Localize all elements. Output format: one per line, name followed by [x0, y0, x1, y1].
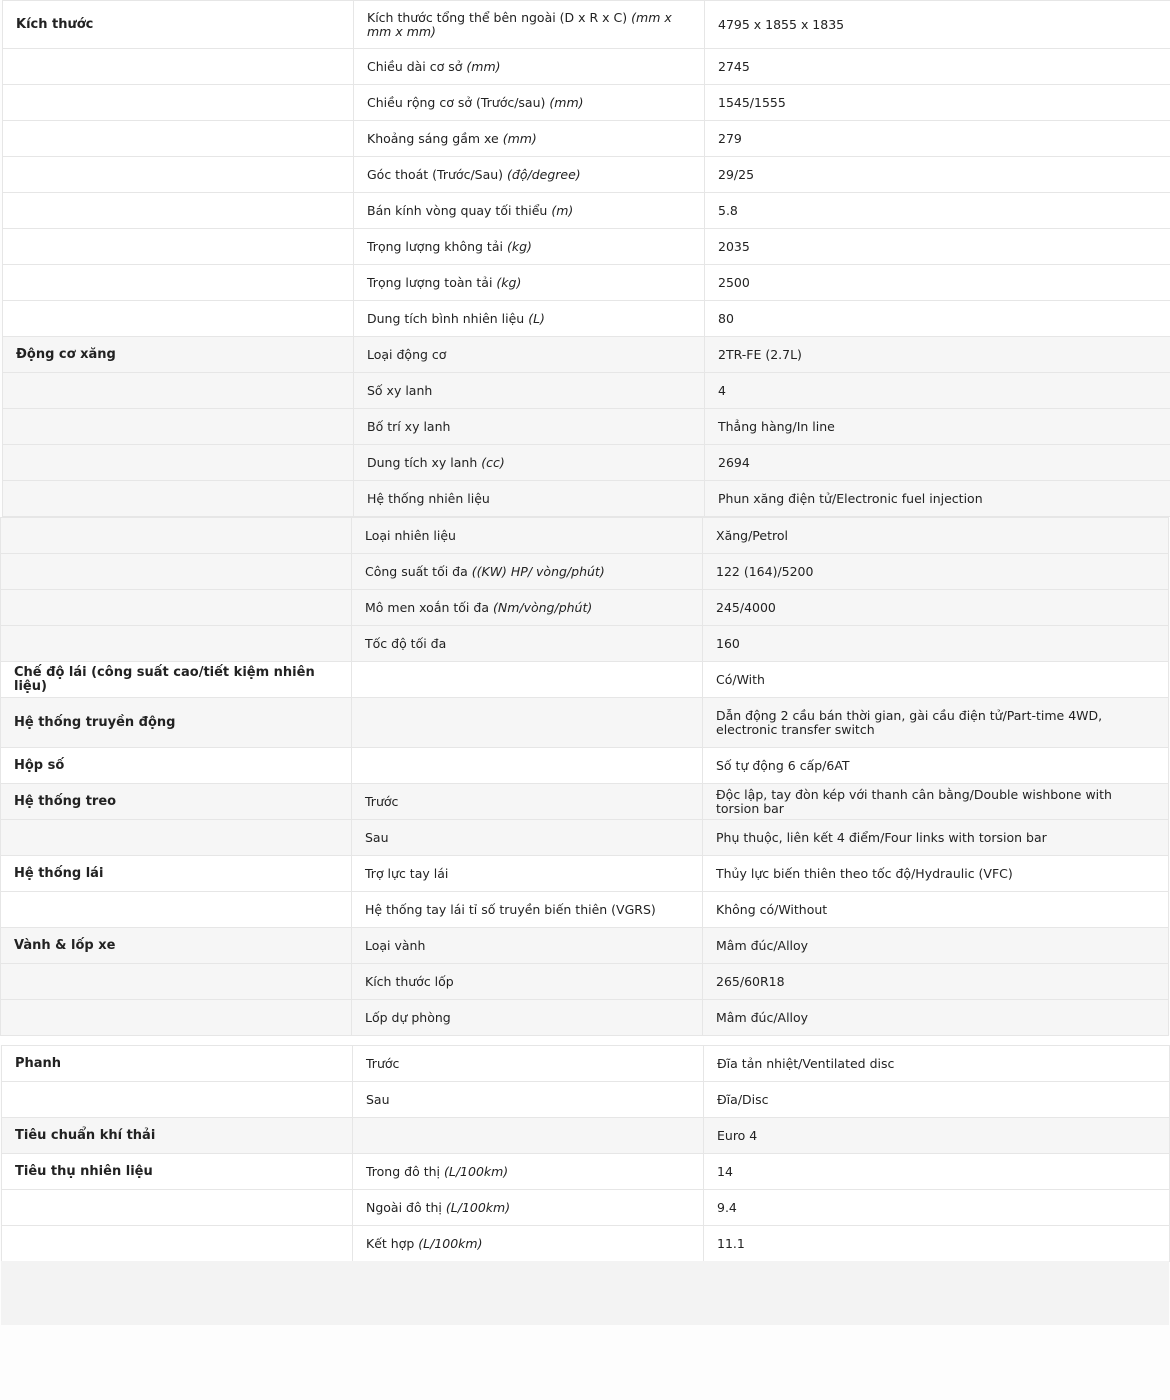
spec-row [1, 698, 1169, 748]
spec-row [3, 85, 1170, 121]
spec-group-label [1, 518, 352, 554]
spec-item-label [352, 784, 703, 820]
spec-row [1, 590, 1169, 626]
spec-value: Phun xăng điện tử/Electronic fuel injection [705, 481, 1170, 517]
spec-item-text: Sau [366, 1091, 390, 1107]
spec-value: 2TR-FE (2.7L) [705, 337, 1170, 373]
spec-group-label [3, 445, 354, 481]
spec-group-label: Phanh [2, 1046, 353, 1082]
spec-group-label [2, 1226, 353, 1262]
spec-group-label: Hệ thống truyền động [1, 698, 352, 748]
spec-value: Mâm đúc/Alloy [703, 1000, 1169, 1036]
spec-unit: (mm) [502, 130, 537, 146]
spec-row [1, 964, 1169, 1000]
spec-item-text: Kích thước lốp [365, 973, 454, 989]
spec-value: Không có/Without [703, 892, 1169, 928]
spec-row [1, 626, 1169, 662]
spec-row [2, 1154, 1170, 1190]
spec-row [3, 121, 1170, 157]
spec-item-label [353, 1046, 704, 1082]
spec-item-label [354, 193, 705, 229]
spec-row [1, 820, 1169, 856]
spec-item-text: Công suất tối đa [365, 563, 468, 579]
spec-group-label [1, 820, 352, 856]
spec-table-part-3 [1, 1045, 1170, 1262]
spec-item-label [354, 373, 705, 409]
spec-group-label [3, 49, 354, 85]
spec-row [3, 229, 1170, 265]
spec-item-text: Tốc độ tối đa [365, 635, 447, 651]
spec-item-label [354, 337, 705, 373]
spec-item-text: Số xy lanh [367, 382, 433, 398]
spec-row [1, 784, 1169, 820]
spec-item-text: Bố trí xy lanh [367, 418, 451, 434]
spec-item-text: Lốp dự phòng [365, 1009, 451, 1025]
spec-group-label [2, 1082, 353, 1118]
spec-item-label [352, 554, 703, 590]
spec-item-text: Loại động cơ [367, 346, 447, 362]
spec-value: Đĩa tản nhiệt/Ventilated disc [704, 1046, 1170, 1082]
spec-item-text: Kết hợp [366, 1235, 415, 1251]
spec-unit: (mm) [466, 58, 501, 74]
spec-item-text: Trước [365, 793, 399, 809]
spec-value: 29/25 [705, 157, 1170, 193]
spec-group-label [1, 892, 352, 928]
spec-item-label [353, 1226, 704, 1262]
spec-group-label [1, 964, 352, 1000]
spec-value: Xăng/Petrol [703, 518, 1169, 554]
spec-row [3, 409, 1170, 445]
spec-row [3, 337, 1170, 373]
spec-group-label: Chế độ lái (công suất cao/tiết kiệm nhiên liệu) [1, 662, 352, 698]
spec-item-text: Loại vành [365, 937, 426, 953]
spec-unit: (m) [551, 202, 574, 218]
spec-row [2, 1118, 1170, 1154]
spec-item-text: Dung tích bình nhiên liệu [367, 310, 525, 326]
spec-item-text: Mô men xoắn tối đa [365, 599, 489, 615]
spec-value: 5.8 [705, 193, 1170, 229]
spec-group-label [3, 85, 354, 121]
spec-value: 2035 [705, 229, 1170, 265]
spec-group-label: Động cơ xăng [3, 337, 354, 373]
spec-group-label [3, 301, 354, 337]
spec-item-text: Kích thước tổng thể bên ngoài (D x R x C) [367, 9, 628, 25]
spec-row [2, 1046, 1170, 1082]
spec-group-label: Tiêu chuẩn khí thải [2, 1118, 353, 1154]
spec-value: 80 [705, 301, 1170, 337]
spec-item-text: Ngoài đô thị [366, 1199, 442, 1215]
spec-value: Số tự động 6 cấp/6AT [703, 748, 1169, 784]
spec-value: 9.4 [704, 1190, 1170, 1226]
spec-value: 2500 [705, 265, 1170, 301]
spec-item-text: Trợ lực tay lái [365, 865, 449, 881]
spec-row [2, 1082, 1170, 1118]
spec-row [1, 518, 1169, 554]
spec-row [1, 554, 1169, 590]
spec-unit: (L/100km) [443, 1163, 509, 1179]
spec-item-label [352, 1000, 703, 1036]
spec-group-label [1, 590, 352, 626]
spec-value: 1545/1555 [705, 85, 1170, 121]
spec-row [3, 157, 1170, 193]
spec-row [3, 481, 1170, 517]
spec-row [3, 49, 1170, 85]
spec-value: Mâm đúc/Alloy [703, 928, 1169, 964]
spec-item-text: Loại nhiên liệu [365, 527, 456, 543]
spec-table-part-2 [0, 517, 1169, 1036]
spec-unit: (L/100km) [445, 1199, 511, 1215]
spec-row [3, 445, 1170, 481]
spec-item-label [352, 964, 703, 1000]
spec-row [3, 193, 1170, 229]
spec-row [1, 1000, 1169, 1036]
spec-value: Thủy lực biến thiên theo tốc độ/Hydraulic (VFC) [703, 856, 1169, 892]
spec-value: 122 (164)/5200 [703, 554, 1169, 590]
spec-unit: (mm) [549, 94, 584, 110]
spec-unit: (L) [528, 310, 545, 326]
spec-item-text: Bán kính vòng quay tối thiểu [367, 202, 548, 218]
spec-value: Phụ thuộc, liên kết 4 điểm/Four links with torsion bar [703, 820, 1169, 856]
spec-group-label: Hệ thống treo [1, 784, 352, 820]
spec-item-label [352, 518, 703, 554]
spec-unit: (L/100km) [418, 1235, 483, 1251]
spec-row [1, 892, 1169, 928]
spec-item-label [354, 157, 705, 193]
spec-item-text: Chiều rộng cơ sở (Trước/sau) [367, 94, 546, 110]
spec-unit: (mm x mm x mm) [367, 9, 672, 39]
spec-row [1, 662, 1169, 698]
spec-group-label: Tiêu thụ nhiên liệu [2, 1154, 353, 1190]
spec-value: Dẫn động 2 cầu bán thời gian, gài cầu điện tử/Part-time 4WD, electronic transfer switch [703, 698, 1169, 748]
spec-item-label [354, 481, 705, 517]
spec-group-label [3, 481, 354, 517]
spec-item-text: Sau [365, 829, 389, 845]
spec-item-label [352, 662, 703, 698]
spec-item-text: Trọng lượng toàn tải [367, 274, 493, 290]
spec-value: 2694 [705, 445, 1170, 481]
spec-value: 2745 [705, 49, 1170, 85]
spec-group-label [3, 265, 354, 301]
spec-item-text: Hệ thống nhiên liệu [367, 490, 490, 506]
spec-group-label [3, 121, 354, 157]
spec-item-label [352, 928, 703, 964]
spec-group-label: Hộp số [1, 748, 352, 784]
spec-item-label [354, 229, 705, 265]
spec-item-label [353, 1190, 704, 1226]
spec-item-label [352, 626, 703, 662]
spec-item-text: Góc thoát (Trước/Sau) [367, 166, 504, 182]
spec-group-label [2, 1190, 353, 1226]
spec-table-part-1 [2, 0, 1170, 517]
spec-unit: (Nm/vòng/phút) [492, 599, 593, 615]
section-gap [0, 1035, 1170, 1045]
spec-row [2, 1226, 1170, 1262]
spec-value: 14 [704, 1154, 1170, 1190]
spec-item-label [353, 1154, 704, 1190]
spec-row [1, 748, 1169, 784]
spec-value: Thẳng hàng/In line [705, 409, 1170, 445]
spec-group-label [3, 229, 354, 265]
spec-item-label [354, 409, 705, 445]
spec-item-label [352, 698, 703, 748]
spec-item-label [354, 85, 705, 121]
spec-row [1, 856, 1169, 892]
spec-item-text: Trước [366, 1055, 400, 1071]
spec-group-label: Kích thước [3, 1, 354, 49]
spec-item-label [354, 121, 705, 157]
spec-item-label [352, 748, 703, 784]
spec-unit: (kg) [496, 274, 522, 290]
spec-unit: (kg) [506, 238, 532, 254]
spec-group-label [1, 554, 352, 590]
spec-value: 160 [703, 626, 1169, 662]
spec-value: 4 [705, 373, 1170, 409]
spec-group-label [1, 1000, 352, 1036]
spec-item-text: Trọng lượng không tải [367, 238, 503, 254]
spec-row [2, 1190, 1170, 1226]
spec-item-label [352, 856, 703, 892]
footer-band [1, 1261, 1169, 1325]
spec-item-label [354, 265, 705, 301]
spec-group-label: Hệ thống lái [1, 856, 352, 892]
spec-unit: ((KW) HP/ vòng/phút) [471, 563, 605, 579]
spec-item-label [354, 301, 705, 337]
spec-group-label [3, 193, 354, 229]
spec-group-label [1, 626, 352, 662]
spec-value: 4795 x 1855 x 1835 [705, 1, 1170, 49]
spec-row [3, 1, 1170, 49]
spec-row [3, 301, 1170, 337]
spec-item-label [353, 1118, 704, 1154]
spec-item-text: Trong đô thị [366, 1163, 440, 1179]
spec-item-label [354, 445, 705, 481]
spec-item-text: Dung tích xy lanh [367, 454, 478, 470]
spec-item-label [353, 1082, 704, 1118]
spec-row [1, 928, 1169, 964]
spec-item-label [354, 1, 705, 49]
spec-row [3, 373, 1170, 409]
spec-group-label [3, 157, 354, 193]
spec-value: 265/60R18 [703, 964, 1169, 1000]
spec-item-text: Hệ thống tay lái tỉ số truyền biến thiên (VGRS) [365, 901, 656, 917]
spec-row [3, 265, 1170, 301]
spec-value: Euro 4 [704, 1118, 1170, 1154]
spec-unit: (độ/degree) [507, 166, 581, 182]
spec-value: 279 [705, 121, 1170, 157]
spec-value: Đĩa/Disc [704, 1082, 1170, 1118]
spec-value: Độc lập, tay đòn kép với thanh cân bằng/Double wishbone with torsion bar [703, 784, 1169, 820]
spec-item-label [354, 49, 705, 85]
spec-item-text: Chiều dài cơ sở [367, 58, 463, 74]
spec-group-label [3, 373, 354, 409]
spec-value: 11.1 [704, 1226, 1170, 1262]
spec-item-label [352, 590, 703, 626]
spec-group-label [3, 409, 354, 445]
spec-unit: (cc) [481, 454, 505, 470]
spec-value: Có/With [703, 662, 1169, 698]
spec-item-text: Khoảng sáng gầm xe [367, 130, 499, 146]
spec-item-label [352, 820, 703, 856]
spec-value: 245/4000 [703, 590, 1169, 626]
spec-item-label [352, 892, 703, 928]
spec-group-label: Vành & lốp xe [1, 928, 352, 964]
